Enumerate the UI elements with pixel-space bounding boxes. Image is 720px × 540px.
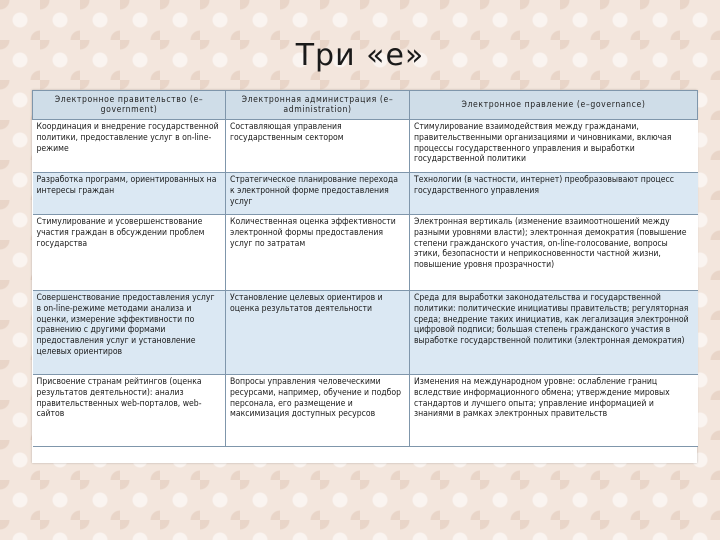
table-cell: Совершенствование предоставления услуг в on-line-режиме методами анализа и оценки, измерение эффективности по сравнению с другими формами предоставления услуг и установление целевых ориентиров [33,291,226,375]
table-cell: Составляющая управления государственным сектором [226,120,410,173]
table-header-row [33,91,698,120]
header-e-governance: Электронное правление (e–governance) [410,91,698,120]
slide-title: Три «е» [295,38,425,73]
table-row [33,375,698,447]
table-cell: Стимулирование взаимодействия между гражданами, правительственными организациями и чиновниками, включая процессы государственного управления и выработки государственной политики [410,120,698,173]
comparison-table-container [32,90,697,463]
table-cell: Электронная вертикаль (изменение взаимоотношений между разными уровнями власти); электронная демократия (повышение степени гражданского участия, on-line-голосование, вопросы этики, безопасности и неприкосновенности частной жизни, повышение уровня прозрачности) [410,215,698,291]
table-row [33,291,698,375]
table-cell: Разработка программ, ориентированных на интересы граждан [33,173,226,215]
table-row [33,215,698,291]
table-cell: Вопросы управления человеческими ресурсами, например, обучение и подбор персонала, его размещение и максимизация доступных ресурсов [226,375,410,447]
table-cell: Координация и внедрение государственной политики, предоставление услуг в on-line-режиме [33,120,226,173]
comparison-table [32,90,698,447]
table-cell: Технологии (в частности, интернет) преобразовывают процесс государственного управления [410,173,698,215]
table-cell: Среда для выработки законодательства и государственной политики: политические инициативы правительств; регуляторная среда; внедрение таких инициатив, как легализация электронной цифровой подписи; большая степень гражданского участия в выработке государственной политики (электронная демократия) [410,291,698,375]
table-row [33,173,698,215]
table-cell: Установление целевых ориентиров и оценка результатов деятельности [226,291,410,375]
table-cell: Присвоение странам рейтингов (оценка результатов деятельности): анализ правительственных web-порталов, web-сайтов [33,375,226,447]
table-cell: Стимулирование и усовершенствование участия граждан в обсуждении проблем государства [33,215,226,291]
table-cell: Стратегическое планирование перехода к электронной форме предоставления услуг [226,173,410,215]
header-e-administration: Электронная администрация (e–administration) [226,91,410,120]
table-row [33,120,698,173]
header-e-government: Электронное правительство (e–government) [33,91,226,120]
table-cell: Количественная оценка эффективности электронной формы предоставления услуг по затратам [226,215,410,291]
table-cell: Изменения на международном уровне: ослабление границ вследствие информационного обмена; утверждение мировых стандартов и лучшего опыта; управление информацией и знаниями в рамках электронных правительств [410,375,698,447]
